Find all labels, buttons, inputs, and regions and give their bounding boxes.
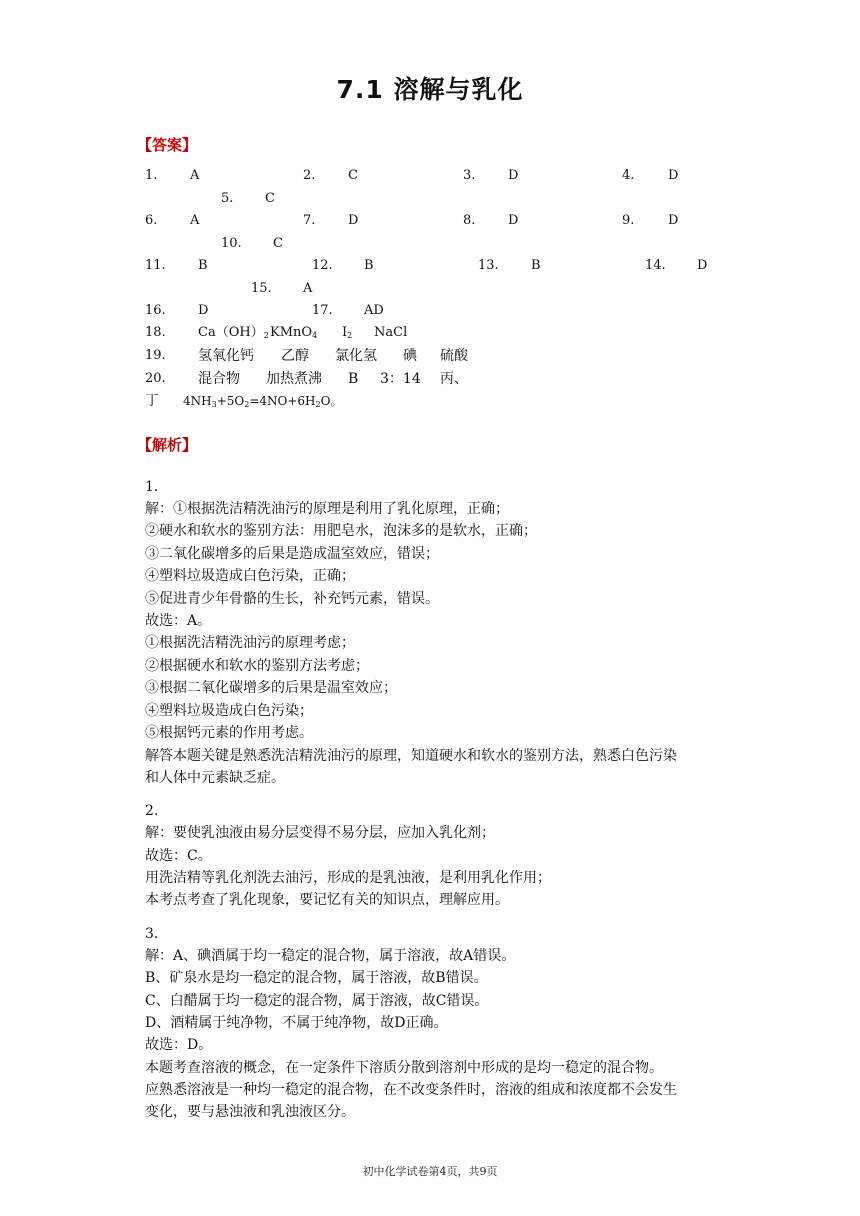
analysis-line: 故选：C。 — [145, 848, 212, 864]
answer-value: D — [348, 213, 359, 228]
analysis-line: 3. — [145, 926, 159, 942]
answer-value: C — [273, 236, 283, 251]
chemical-equation — [183, 391, 342, 415]
answer-value: AD — [364, 303, 384, 318]
answer-value: 加热煮沸 — [266, 371, 322, 387]
formula-i2 — [342, 323, 352, 346]
answer-value: D — [198, 303, 209, 318]
answer-value: C — [348, 168, 358, 183]
analysis-line: ④塑料垃圾造成白色污染，正确； — [145, 568, 355, 584]
answer-number: 2. — [303, 168, 316, 183]
answer-value: D — [668, 213, 679, 228]
equation-text: =4NO+6H — [249, 394, 316, 408]
answer-number: 18. — [145, 325, 166, 340]
answer-number: 9. — [622, 213, 635, 228]
analysis-line: ②硬水和软水的鉴别方法：用肥皂水，泡沫多的是软水，正确； — [145, 523, 537, 539]
answer-heading: 【答案】 — [137, 136, 198, 154]
formula-text: KMnO — [270, 325, 313, 340]
answer-number: 6. — [145, 213, 158, 228]
answer-value: D — [697, 258, 708, 273]
answer-number: 13. — [478, 258, 499, 273]
formula-subscript: 2 — [347, 331, 353, 340]
analysis-line: 本考点考查了乳化现象，要记忆有关的知识点，理解应用。 — [145, 892, 509, 908]
equation-text: O。 — [320, 394, 343, 408]
answer-value: A — [190, 213, 200, 228]
answer-value: 氢氧化钙 — [198, 348, 254, 364]
analysis-line: 解答本题关键是熟悉洗洁精洗油污的原理，知道硬水和软水的鉴别方法，熟悉白色污染 — [145, 748, 677, 764]
answer-number: 16. — [145, 303, 166, 318]
analysis-line: D、酒精属于纯净物，不属于纯净物，故D正确。 — [145, 1015, 448, 1031]
formula-kmno4 — [270, 323, 317, 346]
equation-text: +5O — [216, 394, 245, 408]
page-title: 7.1 溶解与乳化 — [336, 75, 524, 104]
answer-number: 19. — [145, 348, 166, 363]
answer-value: 碘 — [403, 348, 417, 364]
analysis-line: 解：①根据洗洁精洗油污的原理是利用了乳化原理，正确； — [145, 501, 509, 517]
formula-subscript: 4 — [312, 331, 318, 340]
analysis-line: B、矿泉水是均一稳定的混合物，属于溶液，故B错误。 — [145, 970, 488, 986]
answer-number: 10. — [221, 236, 242, 251]
equation-subscript: 2 — [315, 400, 321, 409]
equation-text: 4NH — [183, 394, 212, 408]
answer-value: D — [508, 213, 519, 228]
answer-number: 14. — [645, 258, 666, 273]
answer-number: 17. — [312, 303, 333, 318]
answer-value: B — [198, 258, 208, 273]
analysis-line: ③二氧化碳增多的后果是造成温室效应，错误； — [145, 546, 439, 562]
equation-subscript: 2 — [244, 400, 250, 409]
answer-value: D — [508, 168, 519, 183]
analysis-line: 2. — [145, 803, 159, 819]
formula-text: Ca（OH） — [198, 325, 264, 340]
answer-number: 3. — [463, 168, 476, 183]
answer-value: 氯化氢 — [335, 348, 377, 364]
answer-number: 12. — [312, 258, 333, 273]
formula-ca-oh2 — [198, 323, 269, 346]
formula-subscript: 2 — [263, 331, 269, 340]
analysis-line: 解：要使乳浊液由易分层变得不易分层，应加入乳化剂； — [145, 825, 495, 841]
answer-number: 5. — [221, 191, 234, 206]
answer-value: D — [668, 168, 679, 183]
answer-value: 3：14 — [380, 371, 421, 387]
analysis-line: 和人体中元素缺乏症。 — [145, 770, 285, 786]
formula-text: I — [342, 325, 348, 340]
answer-value: B — [364, 258, 374, 273]
analysis-heading: 【解析】 — [137, 436, 198, 454]
answer-value: B — [348, 371, 359, 387]
analysis-line: ②根据硬水和软水的鉴别方法考虑； — [145, 658, 369, 674]
answer-value: 丙、 — [440, 371, 468, 387]
answer-number: 15. — [251, 281, 272, 296]
answer-number: 1. — [145, 168, 158, 183]
analysis-line: 故选：D。 — [145, 1037, 213, 1053]
answer-value: 乙醇 — [281, 348, 309, 364]
analysis-line: ⑤根据钙元素的作用考虑。 — [145, 725, 313, 741]
analysis-line: ①根据洗洁精洗油污的原理考虑； — [145, 635, 355, 651]
analysis-line: 本题考查溶液的概念，在一定条件下溶质分散到溶剂中形成的是均一稳定的混合物。 — [145, 1060, 663, 1076]
analysis-line: 用洗洁精等乳化剂洗去油污，形成的是乳浊液，是利用乳化作用； — [145, 870, 551, 886]
answer-number: 20. — [145, 371, 166, 386]
answer-number: 11. — [145, 258, 166, 273]
answer-number: 8. — [463, 213, 476, 228]
answer-number: 7. — [303, 213, 316, 228]
answer-value: A — [303, 281, 313, 296]
page-footer: 初中化学试卷第4页，共9页 — [362, 1165, 498, 1178]
answer-value: 丁 — [145, 393, 159, 409]
answer-value: 硫酸 — [440, 348, 468, 364]
answer-value: C — [265, 191, 275, 206]
answer-value: B — [531, 258, 541, 273]
formula-nacl: NaCl — [374, 325, 408, 340]
analysis-line: ⑤促进青少年骨骼的生长，补充钙元素，错误。 — [145, 591, 439, 607]
answer-number: 4. — [622, 168, 635, 183]
equation-subscript: 3 — [211, 400, 217, 409]
analysis-line: 1. — [145, 479, 159, 495]
analysis-line: ③根据二氧化碳增多的后果是温室效应； — [145, 680, 397, 696]
analysis-line: ④塑料垃圾造成白色污染； — [145, 703, 313, 719]
analysis-line: 解：A、碘酒属于均一稳定的混合物，属于溶液，故A错误。 — [145, 948, 516, 964]
answer-value: 混合物 — [198, 371, 240, 387]
answer-value: A — [190, 168, 200, 183]
analysis-line: C、白醋属于均一稳定的混合物，属于溶液，故C错误。 — [145, 993, 489, 1009]
analysis-line: 变化，要与悬浊液和乳浊液区分。 — [145, 1104, 355, 1120]
analysis-line: 故选：A。 — [145, 613, 212, 629]
analysis-line: 应熟悉溶液是一种均一稳定的混合物，在不改变条件时，溶液的组成和浓度都不会发生 — [145, 1082, 677, 1098]
